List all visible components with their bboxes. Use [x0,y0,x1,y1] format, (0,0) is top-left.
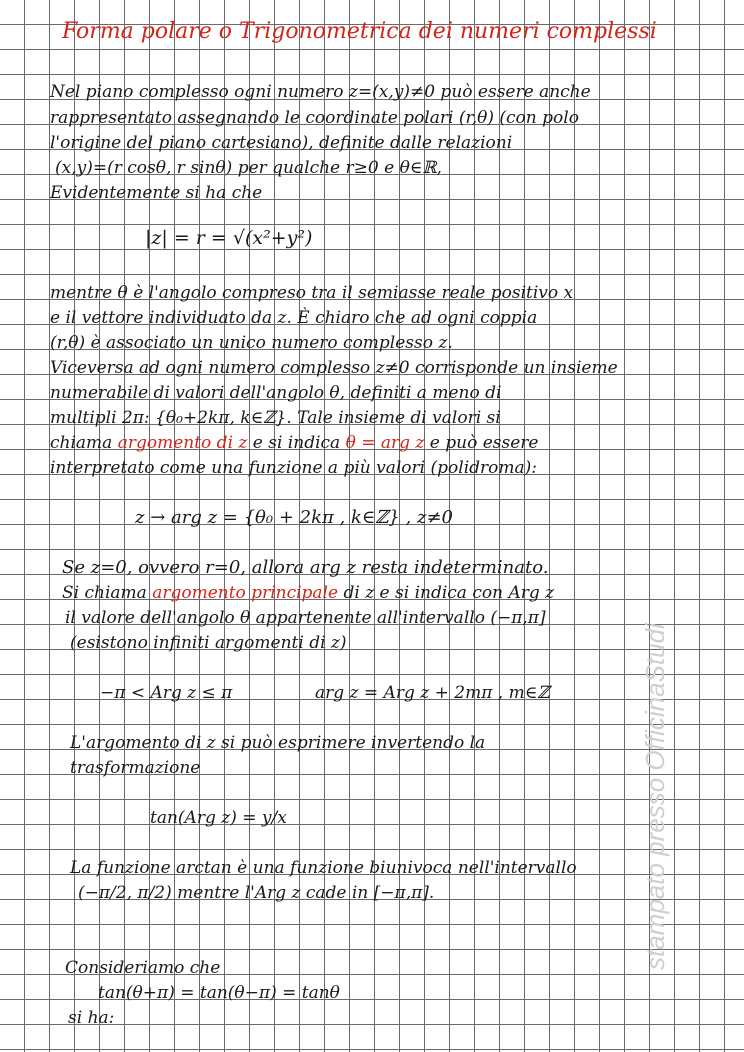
watermark: stampato presso OfficinaStudi [640,623,670,970]
text-line: (−π/2, π/2) mentre l'Arg z cade in [−π,π]. [78,883,435,903]
text-line: (esistono infiniti argomenti di z) [70,633,347,653]
page-title: Forma polare o Trigonometrica dei numeri complessi [62,19,657,44]
formula-tan: tan(Arg z) = y/x [150,808,287,828]
text: di z e si indica con Arg z [338,583,555,603]
text: e si indica [247,433,346,453]
text: e può essere [424,433,539,453]
text-line: L'argomento di z si può esprimere invertendo la [70,733,486,753]
text-line: numerabile di valori dell'angolo θ, definiti a meno di [50,383,502,403]
text-line: multipli 2π: {θ₀+2kπ, k∈ℤ}. Tale insieme di valori si [50,408,501,428]
text-line: (r,θ) è associato un unico numero complesso z. [50,333,453,353]
text-line: trasformazione [70,758,201,778]
text-line: mentre θ è l'angolo compreso tra il semiasse reale positivo x [50,283,574,303]
text-line: Nel piano complesso ogni numero z=(x,y)≠0 può essere anche [50,82,591,102]
highlight-argomento: argomento di z [117,433,248,453]
formula-tan-periodic: tan(θ+π) = tan(θ−π) = tanθ [98,983,340,1003]
formula-principal-range: −π < Arg z ≤ π [100,683,233,703]
text-line: Se z=0, ovvero r=0, allora arg z resta indeterminato. [62,557,549,578]
text-line [62,583,554,603]
highlight-arg-formula: θ = arg z [345,433,425,453]
text-line: Consideriamo che [65,958,221,978]
text-line: l'origine del piano cartesiano), definite dalle relazioni [50,133,513,153]
text-line: interpretato come una funzione a più valori (polidroma): [50,458,537,478]
text-line: (x,y)=(r cosθ, r sinθ) per qualche r≥0 e θ∈ℝ, [55,158,442,178]
text-line: il valore dell'angolo θ appartenente all'intervallo (−π,π] [65,608,546,628]
text-line: Viceversa ad ogni numero complesso z≠0 corrisponde un insieme [50,358,618,378]
text-line: e il vettore individuato da z. È chiaro che ad ogni coppia [50,308,538,328]
highlight-argomento-principale: argomento principale [152,583,339,603]
text-line: rappresentato assegnando le coordinate polari (r,θ) (con polo [50,108,579,128]
formula-arg: z → arg z = {θ₀ + 2kπ , k∈ℤ} , z≠0 [135,507,453,528]
text: chiama [50,433,118,453]
text-line [50,433,538,453]
formula-modulus: |z| = r = √(x²+y²) [145,227,313,249]
text-line: Evidentemente si ha che [50,183,263,203]
formula-arg-relation: arg z = Arg z + 2mπ , m∈ℤ [315,683,550,703]
text: Si chiama [62,583,153,603]
text-line: si ha: [68,1008,115,1028]
text-line: La funzione arctan è una funzione biunivoca nell'intervallo [70,858,577,878]
